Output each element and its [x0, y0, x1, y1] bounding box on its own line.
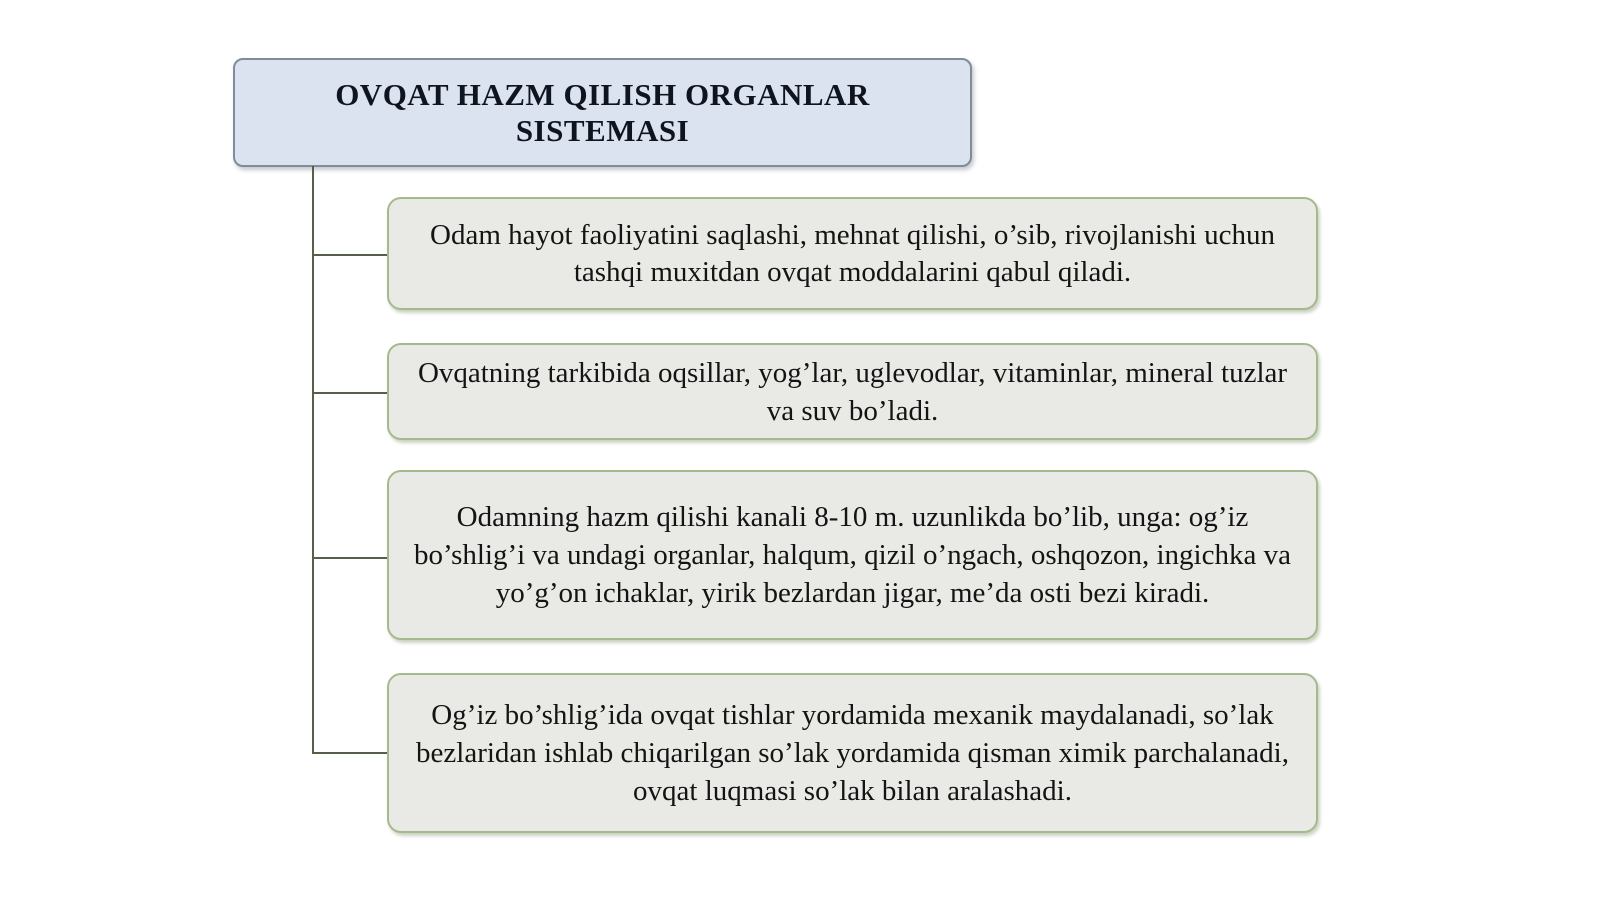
node-text: Odamning hazm qilishi kanali 8-10 m. uzunlikda bo’lib, unga: og’iz bo’shlig’i va undagi organlar, halqum, qizil o’ngach, oshqozon, ingichka va yo’g’on ichaklar, yirik bezlardan jigar, me’da osti bezi kiradi.: [414, 501, 1291, 609]
node-text: Og’iz bo’shlig’ida ovqat tishlar yordamida mexanik maydalanadi, so’lak bezlaridan ishlab chiqarilgan so’lak yordamida qisman ximik parchalanadi, ovqat luqmasi so’lak bilan aralashadi.: [416, 699, 1289, 807]
node-box-food-composition: [387, 343, 1318, 440]
connector-branch-2: [312, 392, 388, 394]
title-box: [233, 58, 972, 167]
connector-branch-3: [312, 557, 388, 559]
node-text: Ovqatning tarkibida oqsillar, yog’lar, uglevodlar, vitaminlar, mineral tuzlar va suv bo’ladi.: [417, 356, 1288, 427]
connector-branch-1: [312, 254, 388, 256]
node-box-food-intake: [387, 197, 1318, 310]
diagram-title: OVQAT HAZM QILISH ORGANLAR SISTEMASI: [335, 76, 870, 148]
node-text: Odam hayot faoliyatini saqlashi, mehnat qilishi, o’sib, rivojlanishi uchun tashqi muxitdan ovqat moddalarini qabul qiladi.: [430, 218, 1275, 288]
connector-branch-4: [312, 752, 388, 754]
node-box-digestive-canal: [387, 470, 1318, 640]
node-box-mouth-digestion: [387, 673, 1318, 833]
